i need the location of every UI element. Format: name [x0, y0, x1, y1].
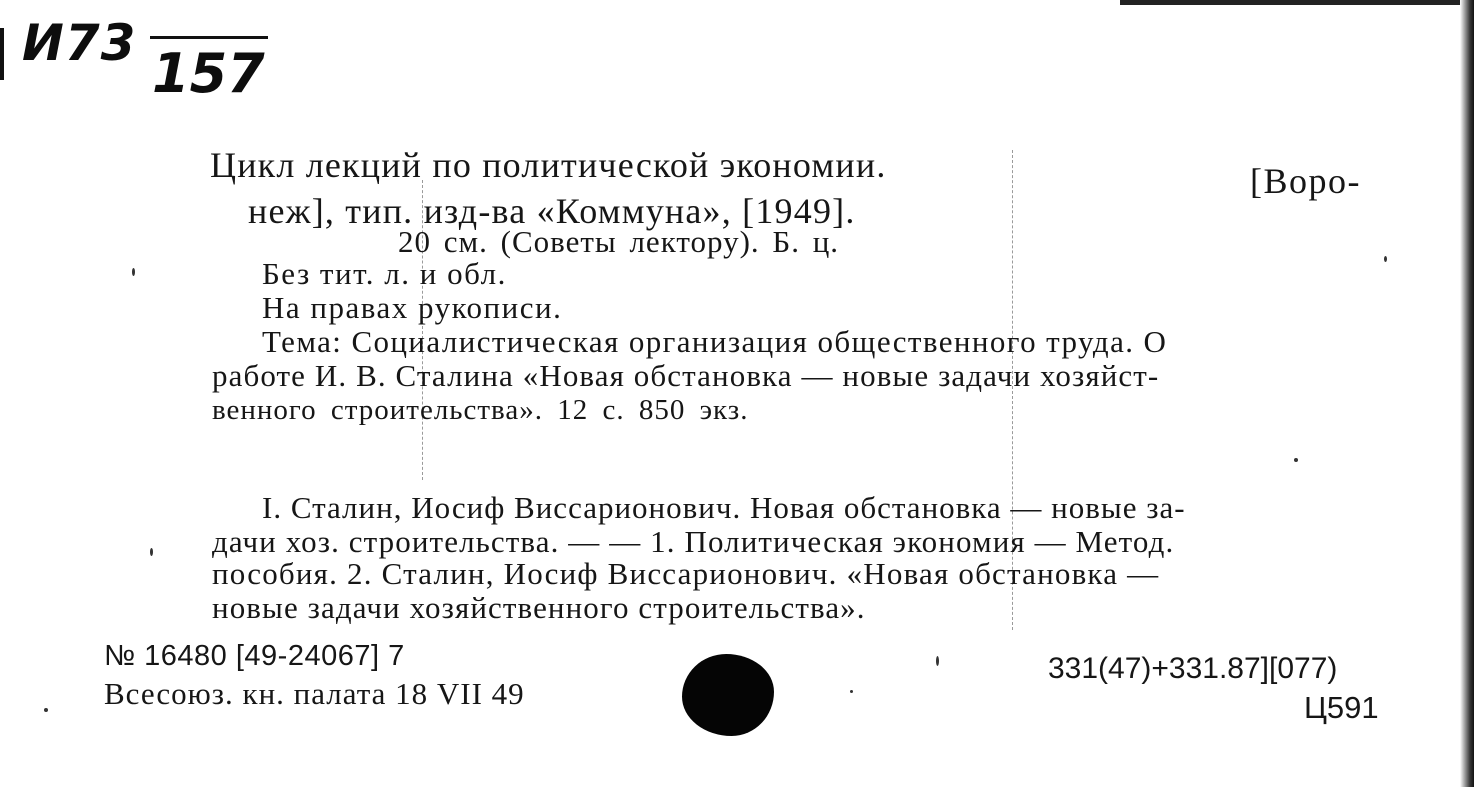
speck [1294, 458, 1298, 462]
entry-theme-1: Тема: Социалистическая организация общественного труда. О [262, 324, 1168, 359]
left-edge-mark [0, 28, 4, 80]
speck [936, 656, 939, 666]
entry-physical: 20 см. (Советы лектору). Б. ц. [398, 224, 840, 259]
fraction-bar [150, 36, 268, 39]
entry-place-start: [Воро- [1250, 161, 1361, 201]
entry-note-2: На правах рукописи. [262, 290, 563, 325]
author-mark: Ц591 [1304, 690, 1379, 725]
subject-line-3: пособия. 2. Сталин, Иосиф Виссарионович. «Новая обстановка — [212, 556, 1160, 591]
entry-theme-3: венного строительства». 12 с. 850 экз. [212, 394, 749, 426]
entry-imprint: неж], тип. изд-ва «Коммуна», [1949]. [248, 191, 856, 231]
card-top-edge [1120, 0, 1474, 5]
chamber-date: Всесоюз. кн. палата 18 VII 49 [104, 676, 525, 711]
handwritten-shelfmark: И73 [22, 14, 137, 72]
speck [850, 690, 853, 693]
subject-line-2: дачи хоз. строительства. — — 1. Политическая экономия — Метод. [212, 524, 1175, 559]
speck [150, 548, 153, 556]
subject-line-4: новые задачи хозяйственного строительства». [212, 590, 866, 625]
speck [1384, 256, 1387, 262]
card-number: № 16480 [49-24067] 7 [104, 640, 405, 672]
speck [132, 268, 135, 276]
entry-note-1: Без тит. л. и обл. [262, 256, 507, 291]
subject-line-1: I. Сталин, Иосиф Виссарионович. Новая обстановка — новые за- [262, 490, 1186, 525]
ink-blot [682, 654, 774, 736]
speck [44, 708, 48, 712]
handwritten-number: 157 [152, 42, 265, 105]
entry-theme-2: работе И. В. Сталина «Новая обстановка — новые задачи хозяйст- [212, 358, 1160, 393]
card-right-edge [1460, 0, 1474, 787]
classification-index: 331(47)+331.87][077) [1048, 652, 1338, 685]
entry-title: Цикл лекций по политической экономии. [210, 145, 887, 185]
